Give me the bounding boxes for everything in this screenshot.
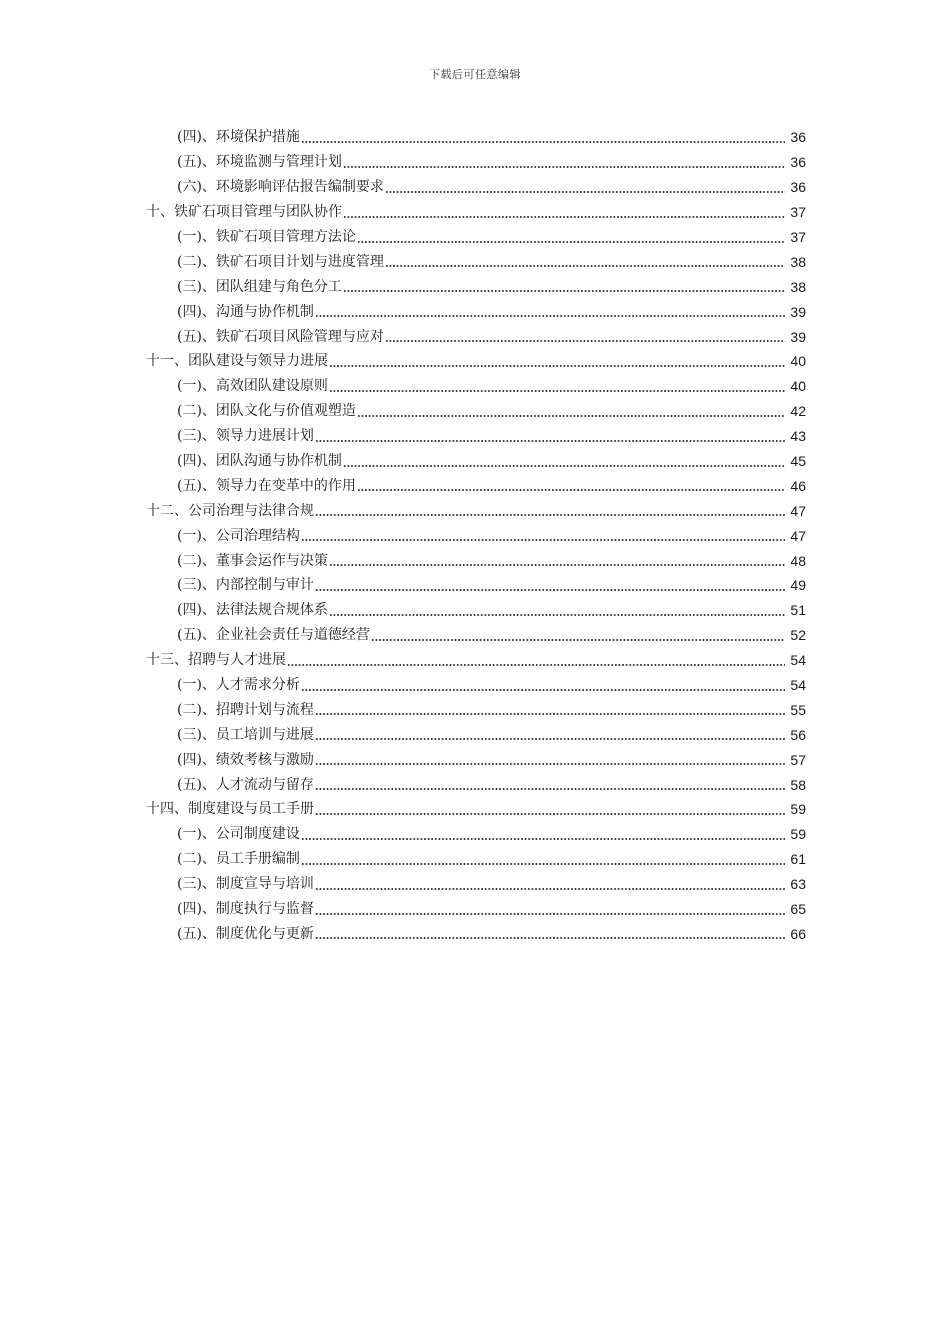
toc-section-entry[interactable] [0,623,950,648]
toc-chapter-entry[interactable] [0,797,950,822]
toc-section-entry[interactable] [0,872,950,897]
toc-entry-title: (三)、制度宣导与培训 [177,876,314,893]
toc-section-entry[interactable] [0,772,950,797]
toc-dot-leader [315,514,785,516]
toc-page-number: 45 [790,453,806,470]
toc-entry-title: (四)、沟通与协作机制 [177,303,314,320]
toc-dot-leader [315,738,785,740]
toc-entry-title: (五)、环境监测与管理计划 [177,154,342,171]
toc-entry-title: (三)、团队组建与角色分工 [177,278,342,295]
toc-chapter-entry[interactable] [0,200,950,225]
toc-section-entry[interactable] [0,449,950,474]
toc-section-entry[interactable] [0,523,950,548]
toc-dot-leader [315,937,785,939]
toc-entry-title: (六)、环境影响评估报告编制要求 [177,179,384,196]
page-header: 下载后可任意编辑 [429,68,521,81]
toc-entry-title: (四)、团队沟通与协作机制 [177,453,342,470]
toc-dot-leader [343,290,785,292]
toc-entry-title: (五)、铁矿石项目风险管理与应对 [177,328,384,345]
toc-entry-title: (四)、法律法规合规体系 [177,602,328,619]
toc-section-entry[interactable] [0,299,950,324]
toc-dot-leader [315,813,785,815]
toc-page-number: 59 [790,801,806,818]
toc-dot-leader [315,315,785,317]
toc-entry-title: 十三、招聘与人才进展 [146,652,286,669]
toc-dot-leader [385,340,785,342]
toc-section-entry[interactable] [0,897,950,922]
toc-page-number: 48 [790,552,806,569]
toc-entry-title: (二)、员工手册编制 [177,851,300,868]
toc-section-entry[interactable] [0,847,950,872]
toc-page-number: 55 [790,701,806,718]
toc-page-number: 37 [790,229,806,245]
toc-section-entry[interactable] [0,673,950,698]
toc-dot-leader [329,614,785,616]
toc-entry-title: (二)、董事会运作与决策 [177,552,328,569]
toc-page-number: 43 [790,428,806,445]
toc-chapter-entry[interactable] [0,648,950,673]
toc-section-entry[interactable] [0,374,950,399]
toc-entry-title: (一)、人才需求分析 [177,677,300,694]
toc-entry-title: (一)、高效团队建设原则 [177,378,328,395]
toc-page-number: 49 [790,577,806,594]
toc-dot-leader [301,863,785,865]
toc-page-number: 39 [790,328,806,345]
toc-page-number: 37 [790,204,806,221]
toc-page-number: 47 [790,502,806,519]
toc-entry-title: (二)、铁矿石项目计划与进度管理 [177,253,384,270]
toc-entry-title: (一)、公司治理结构 [177,527,300,544]
toc-page-number: 36 [790,129,806,146]
toc-dot-leader [343,216,785,218]
toc-dot-leader [301,689,785,691]
toc-page-number: 36 [790,154,806,171]
toc-dot-leader [315,440,785,442]
toc-entry-title: (五)、领导力在变革中的作用 [177,477,356,494]
toc-section-entry[interactable] [0,598,950,623]
toc-entry-title: 十、铁矿石项目管理与团队协作 [146,204,342,221]
toc-entry-title: (三)、领导力进展计划 [177,428,314,445]
toc-entry-title: (五)、企业社会责任与道德经营 [177,627,370,644]
toc-section-entry[interactable] [0,697,950,722]
toc-entry-title: (三)、内部控制与审计 [177,577,314,594]
toc-dot-leader [329,564,785,566]
toc-section-entry[interactable] [0,125,950,150]
toc-entry-title: (五)、人才流动与留存 [177,776,314,793]
table-of-contents [0,125,950,946]
toc-dot-leader [329,365,785,367]
toc-section-entry[interactable] [0,722,950,747]
toc-section-entry[interactable] [0,150,950,175]
toc-dot-leader [343,465,785,467]
toc-page-number: 56 [790,726,806,743]
toc-section-entry[interactable] [0,822,950,847]
toc-dot-leader [315,788,785,790]
toc-dot-leader [315,763,785,765]
toc-page-number: 61 [790,851,806,868]
toc-page-number: 65 [790,901,806,918]
toc-entry-title: (一)、公司制度建设 [177,826,300,843]
toc-page-number: 38 [790,253,806,270]
toc-dot-leader [315,589,785,591]
toc-dot-leader [301,838,785,840]
toc-entry-title: 十二、公司治理与法律合规 [146,502,314,519]
toc-section-entry[interactable] [0,548,950,573]
toc-dot-leader [385,265,785,267]
toc-page-number: 47 [790,527,806,544]
toc-entry-title: (四)、制度执行与监督 [177,901,314,918]
toc-page-number: 40 [790,378,806,395]
toc-section-entry[interactable] [0,424,950,449]
toc-chapter-entry[interactable] [0,498,950,523]
toc-dot-leader [357,241,785,243]
toc-entry-title: (四)、环境保护措施 [177,129,300,146]
toc-entry-title: (五)、制度优化与更新 [177,925,314,942]
toc-dot-leader [301,539,785,541]
toc-dot-leader [371,639,785,641]
toc-section-entry[interactable] [0,225,950,250]
toc-section-entry[interactable] [0,249,950,274]
toc-section-entry[interactable] [0,922,950,947]
toc-dot-leader [315,913,785,915]
toc-page-number: 42 [790,403,806,420]
toc-dot-leader [315,713,785,715]
toc-entry-title: (二)、团队文化与价值观塑造 [177,403,356,420]
toc-dot-leader [287,664,785,666]
toc-section-entry[interactable] [0,274,950,299]
toc-page-number: 40 [790,353,806,370]
toc-dot-leader [329,390,785,392]
toc-dot-leader [357,415,785,417]
toc-dot-leader [343,166,785,168]
toc-entry-title: (四)、绩效考核与激励 [177,751,314,768]
toc-section-entry[interactable] [0,175,950,200]
toc-entry-title: 十一、团队建设与领导力进展 [146,353,328,370]
toc-chapter-entry[interactable] [0,349,950,374]
toc-section-entry[interactable] [0,473,950,498]
toc-entry-title: (二)、招聘计划与流程 [177,701,314,718]
toc-section-entry[interactable] [0,573,950,598]
toc-section-entry[interactable] [0,324,950,349]
toc-page-number: 59 [790,826,806,843]
toc-page-number: 66 [790,925,806,942]
toc-dot-leader [301,141,785,143]
toc-page-number: 54 [790,677,806,694]
toc-page-number: 52 [790,627,806,644]
toc-dot-leader [315,888,785,890]
toc-section-entry[interactable] [0,747,950,772]
toc-entry-title: 十四、制度建设与员工手册 [146,801,314,818]
toc-dot-leader [385,191,785,193]
toc-entry-title: (一)、铁矿石项目管理方法论 [177,229,356,245]
toc-page-number: 46 [790,477,806,494]
toc-page-number: 57 [790,751,806,768]
toc-page-number: 36 [790,179,806,196]
toc-dot-leader [357,489,785,491]
toc-entry-title: (三)、员工培训与进展 [177,726,314,743]
toc-page-number: 54 [790,652,806,669]
toc-page-number: 58 [790,776,806,793]
toc-page-number: 38 [790,278,806,295]
toc-page-number: 51 [790,602,806,619]
toc-section-entry[interactable] [0,399,950,424]
toc-page-number: 63 [790,876,806,893]
toc-page-number: 39 [790,303,806,320]
